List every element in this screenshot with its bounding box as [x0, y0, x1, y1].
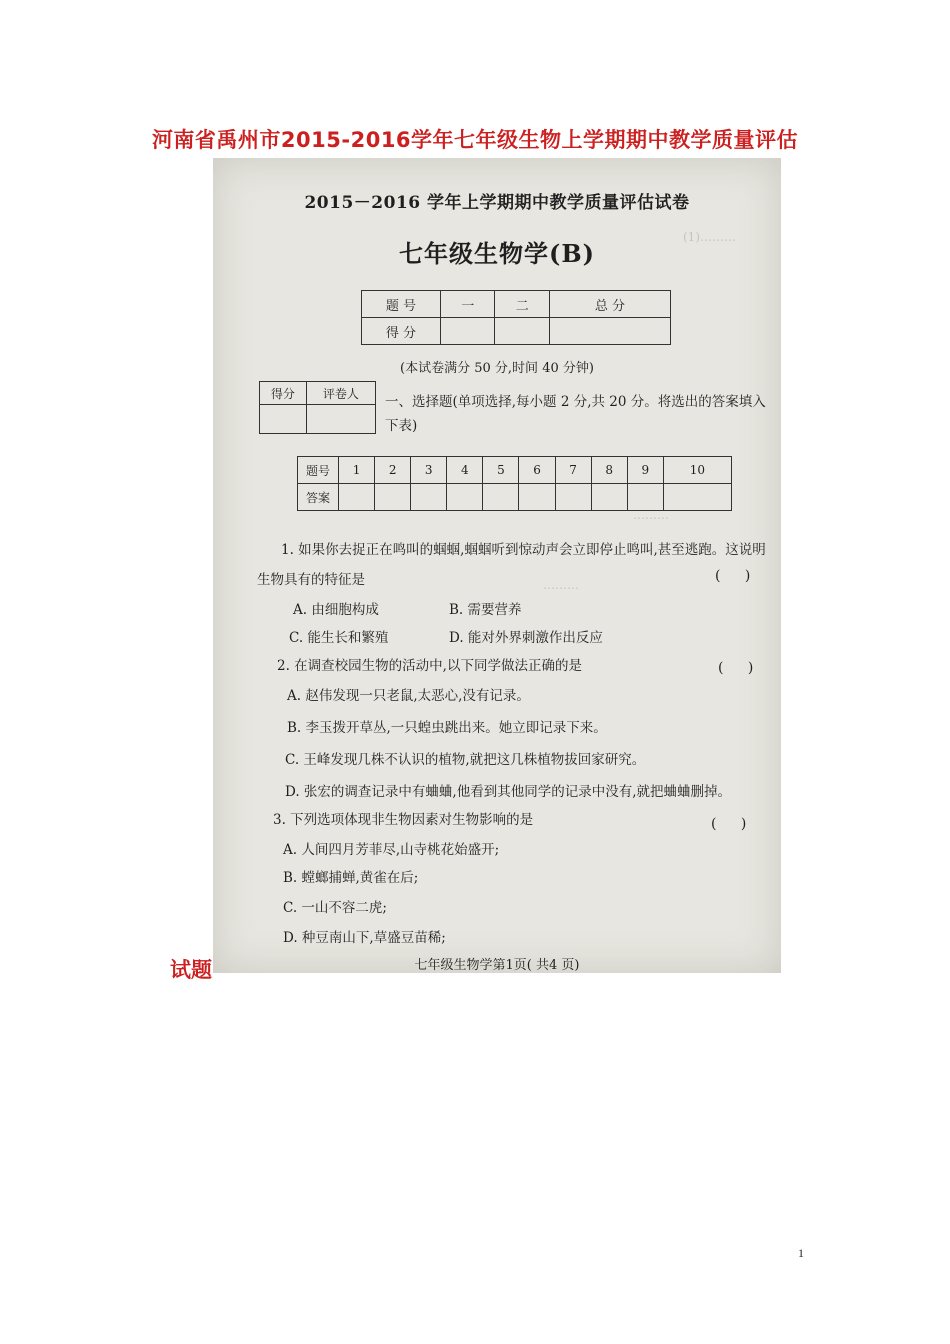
score-table-row-label: 得 分: [362, 318, 441, 345]
question-number-cell: 1: [339, 457, 375, 484]
answer-cell: [627, 484, 663, 511]
question-1-stem: 1. 如果你去捉正在鸣叫的蝈蝈,蝈蝈听到惊动声会立即停止鸣叫,甚至逃跑。这说明: [281, 542, 766, 558]
bleed-through-text: (1)………: [683, 230, 736, 244]
question-1-option-a: A. 由细胞构成: [293, 602, 379, 618]
question-number-cell: 3: [411, 457, 447, 484]
question-number-cell: 4: [447, 457, 483, 484]
exam-note: (本试卷满分 50 分,时间 40 分钟): [400, 361, 594, 376]
answer-table-row-label: 答案: [298, 484, 339, 511]
grader-table-header: 得分: [260, 382, 307, 405]
answer-cell: [519, 484, 555, 511]
question-number-cell: 9: [627, 457, 663, 484]
bleed-through-text: ………: [633, 508, 669, 522]
question-number-cell: 2: [375, 457, 411, 484]
question-1-option-b: B. 需要营养: [449, 602, 522, 618]
grader-cell: [260, 405, 307, 434]
answer-cell: [339, 484, 375, 511]
score-cell: [441, 318, 495, 345]
question-1-option-d: D. 能对外界刺激作出反应: [449, 630, 603, 646]
question-2-answer-paren: ( ): [718, 660, 764, 676]
answer-cell: [663, 484, 731, 511]
question-number-cell: 8: [591, 457, 627, 484]
section-heading: 一、选择题(单项选择,每小题 2 分,共 20 分。将选出的答案填入下表): [385, 394, 766, 434]
answer-cell: [375, 484, 411, 511]
question-number-cell: 10: [663, 457, 731, 484]
question-1-option-c: C. 能生长和繁殖: [289, 630, 389, 646]
question-3-stem: 3. 下列选项体现非生物因素对生物影响的是: [273, 812, 534, 828]
question-2-stem: 2. 在调查校园生物的活动中,以下同学做法正确的是: [277, 658, 582, 674]
question-1-answer-paren: ( ): [715, 568, 761, 584]
answer-cell: [591, 484, 627, 511]
document-title: 河南省禹州市2015-2016学年七年级生物上学期期中教学质量评估: [151, 128, 799, 152]
grader-table-header: 评卷人: [306, 382, 375, 405]
score-table-header: 一: [441, 291, 495, 318]
grader-table: [259, 381, 376, 434]
exam-title: 2015－2016 学年上学期期中教学质量评估试卷: [304, 193, 690, 213]
answer-table-row-label: 题号: [298, 457, 339, 484]
document-title-continued: 试题: [170, 958, 212, 982]
bleed-through-text: ………: [543, 578, 579, 592]
question-3-option-c: C. 一山不容二虎;: [283, 900, 387, 916]
score-cell: [495, 318, 549, 345]
exam-subtitle: 七年级生物学(B): [399, 239, 595, 268]
question-2-option-d: D. 张宏的调查记录中有蛐蛐,他看到其他同学的记录中没有,就把蛐蛐删掉。: [285, 784, 732, 800]
answer-table: [297, 456, 732, 511]
score-table-header: 题 号: [362, 291, 441, 318]
grader-cell: [306, 405, 375, 434]
scanned-exam-page: [213, 158, 781, 973]
question-number-cell: 7: [555, 457, 591, 484]
answer-cell: [447, 484, 483, 511]
question-3-answer-paren: ( ): [711, 816, 757, 832]
question-number-cell: 5: [483, 457, 519, 484]
question-2-option-a: A. 赵伟发现一只老鼠,太恶心,没有记录。: [287, 688, 530, 704]
page-number: 1: [798, 1246, 804, 1260]
score-table: [361, 290, 671, 345]
question-3-option-b: B. 螳螂捕蝉,黄雀在后;: [283, 870, 419, 886]
score-table-header: 总 分: [549, 291, 670, 318]
question-2-option-c: C. 王峰发现几株不认识的植物,就把这几株植物拔回家研究。: [285, 752, 646, 768]
question-3-option-d: D. 种豆南山下,草盛豆苗稀;: [283, 930, 446, 946]
question-1-stem-continued: 生物具有的特征是: [257, 572, 365, 588]
question-3-option-a: A. 人间四月芳菲尽,山寺桃花始盛开;: [283, 842, 500, 858]
question-2-option-b: B. 李玉拨开草丛,一只蝗虫跳出来。她立即记录下来。: [287, 720, 607, 736]
score-table-header: 二: [495, 291, 549, 318]
answer-cell: [411, 484, 447, 511]
score-cell: [549, 318, 670, 345]
question-number-cell: 6: [519, 457, 555, 484]
answer-cell: [555, 484, 591, 511]
exam-page-footer: 七年级生物学第1页( 共4 页): [414, 958, 580, 973]
answer-cell: [483, 484, 519, 511]
